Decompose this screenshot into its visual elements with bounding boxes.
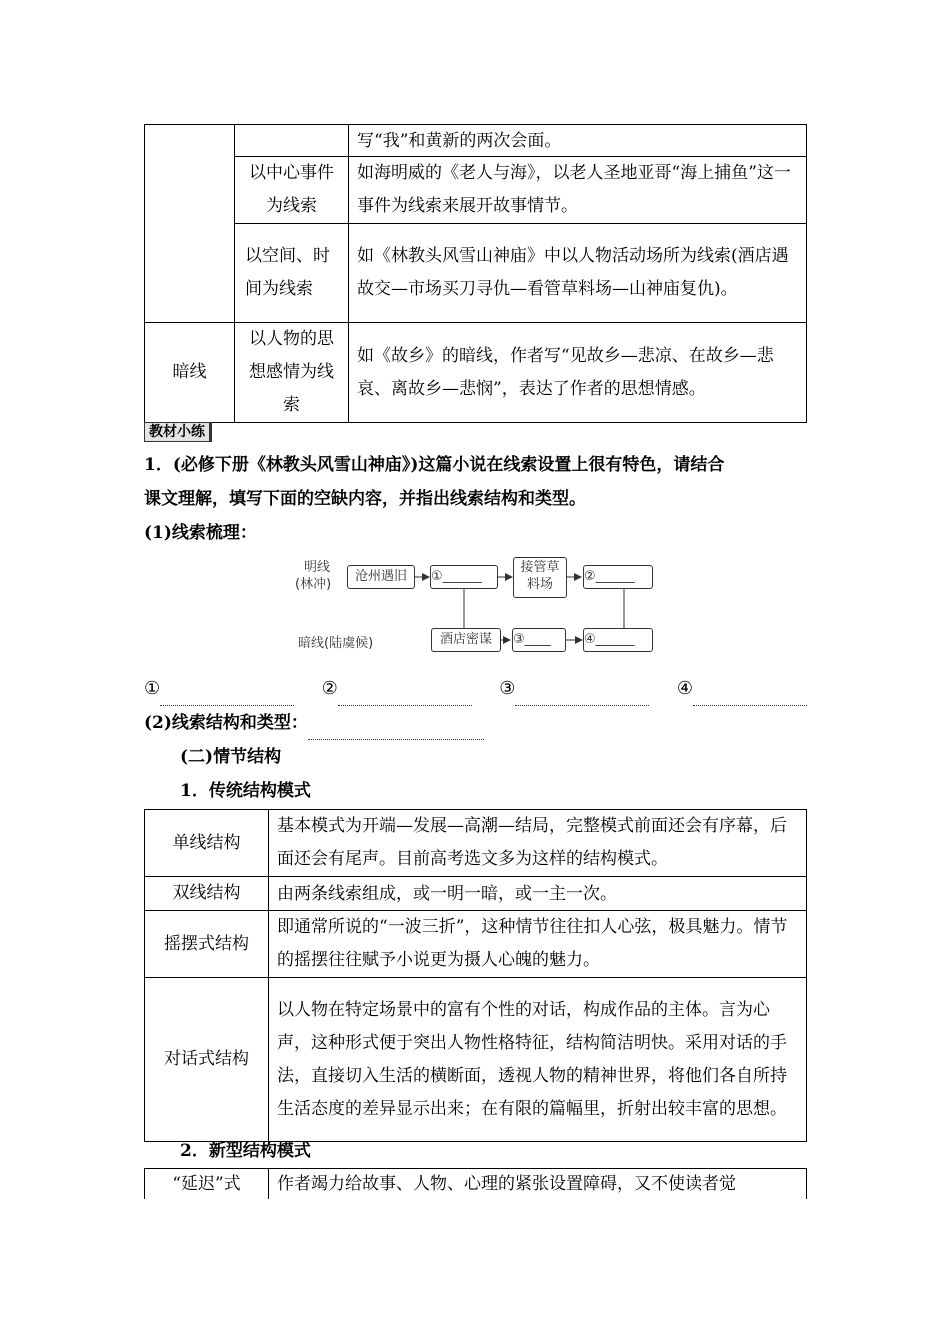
sub-question-2-label: (2)线索结构和类型： [144,713,308,733]
subheading-traditional: 1．传统结构模式 [180,781,311,801]
clue-text-emotion: 如《故乡》的暗线，作者写“见故乡—悲凉、在故乡—悲哀、离故乡—悲悯”，表达了作者的思想情感。 [349,323,807,423]
structure-text-swing: 即通常所说的“一波三折”，这种情节往往扣人心弦，极具魅力。情节的摇摆往往赋予小说更为摄人心魄的魅力。 [269,911,807,978]
answer-blank-4[interactable] [693,687,807,706]
structure-name-single: 单线结构 [145,810,269,877]
box-grass-yard-line-1: 接管草 [520,560,560,575]
answer-blank-2[interactable] [338,687,472,706]
structure-name-double: 双线结构 [145,877,269,911]
bright-line-label: 明线 [304,560,331,575]
structure-name-dialogue: 对话式结构 [145,978,269,1142]
dark-line-label: 暗线(陆虞候) [298,636,374,651]
answer-blank-1[interactable] [160,687,294,706]
box-blank-2: ②______ [583,565,653,589]
new-structure-text-delay: 作者竭力给故事、人物、心理的紧张设置障碍，又不使读者觉 [269,1169,807,1199]
new-structure-name-delay: “延迟”式 [145,1169,269,1199]
clue-text-center-event: 如海明威的《老人与海》，以老人圣地亚哥“海上捕鱼”这一事件为线索来展开故事情节。 [349,157,807,224]
section-heading-plot: (二)情节结构 [180,747,282,767]
answer-blank-1-label: ① [144,678,161,699]
clue-category-hidden: 暗线 [145,323,235,423]
new-structure-table [144,1168,807,1199]
exercise-tag: 教材小练 [144,422,212,442]
answer-blank-structure[interactable] [308,721,484,740]
structure-text-single: 基本模式为开端—发展—高潮—结局，完整模式前面还会有序幕，后面还会有尾声。目前高考选文多为这样的结构模式。 [269,810,807,877]
answer-blanks-row [144,672,807,706]
structure-table [144,809,807,1142]
sub-question-1: (1)线索梳理： [144,523,257,543]
box-blank-3: ③____ [512,628,566,652]
question-1-line-1: 1．(必修下册《林教头风雪山神庙》)这篇小说在线索设置上很有特色，请结合 [144,455,725,475]
clue-label-emotion: 以人物的思想感情为线索 [235,323,349,423]
answer-blank-2-label: ② [321,678,338,699]
subheading-new: 2．新型结构模式 [180,1141,311,1161]
answer-blank-3[interactable] [515,687,649,706]
question-1-line-2: 课文理解，填写下面的空缺内容，并指出线索结构和类型。 [144,489,586,509]
box-grass-yard-line-2: 料场 [526,577,553,592]
clue-label-center-event: 以中心事件为线索 [235,157,349,224]
clue-label-space-time: 以空间、时间为线索 [235,224,349,323]
answer-blank-4-label: ④ [676,678,693,699]
bright-line-sub: (林冲) [295,577,332,592]
sub-question-2 [144,706,484,740]
box-cangzhou: 沧州遇旧 [347,565,415,589]
box-blank-4: ④______ [583,628,653,652]
box-tavern-plot: 酒店密谋 [431,628,501,652]
box-blank-1: ①______ [430,565,498,589]
structure-text-double: 由两条线索组成，或一明一暗，或一主一次。 [269,877,807,911]
clue-text-cell: 写“我”和黄新的两次会面。 [349,125,807,157]
structure-text-dialogue: 以人物在特定场景中的富有个性的对话，构成作品的主体。言为心声，这种形式便于突出人物性格特征，结构简洁明快。采用对话的手法，直接切入生活的横断面，透视人物的精神世界，将他们各自所持生活态度的差异显示出来；在有限的篇幅里，折射出较丰富的思想。 [269,978,807,1142]
clue-text-space-time: 如《林教头风雪山神庙》中以人物活动场所为线索(酒店遇故交—市场买刀寻仇—看管草料场—山神庙复仇)。 [349,224,807,323]
box-grass-yard [513,557,567,598]
structure-name-swing: 摇摆式结构 [145,911,269,978]
answer-blank-3-label: ③ [499,678,516,699]
